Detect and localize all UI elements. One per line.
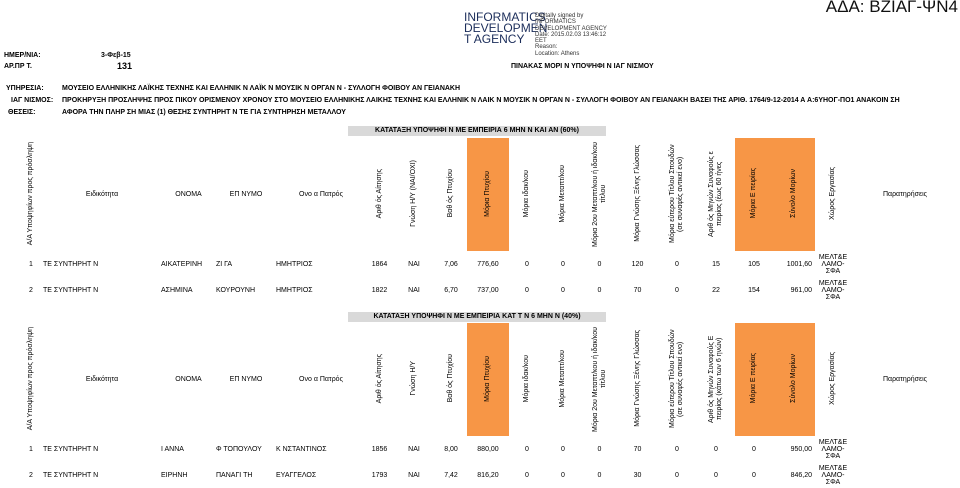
cell: 0: [597, 471, 602, 479]
signature-line: INFORMATICS: [535, 19, 576, 26]
cell: 0: [597, 445, 602, 453]
cell: 120: [631, 260, 644, 268]
table-row: [19, 436, 959, 462]
column-header: ΕΠ ΝΥΜΟ: [229, 191, 263, 198]
cell: 0: [675, 260, 679, 268]
cell: [851, 436, 959, 462]
cell: ΝΑΙ: [408, 445, 420, 453]
cell: ΕΙΡΗΝΗ: [161, 471, 188, 479]
cell: 0: [675, 445, 679, 453]
digital-signature: [535, 13, 607, 57]
cell: 8,00: [444, 445, 458, 453]
cell: 7,42: [444, 471, 458, 479]
cell: ΝΑΙ: [408, 286, 420, 294]
section-band: ΚΑΤΑΤΑΞΗ ΥΠΟΨΗΦΙ Ν ΜΕ ΕΜΠΕΙΡΙΑ 6 ΜΗΝ Ν ΚΑΙ ΑΝ (60%): [348, 126, 606, 136]
cell: 1856: [371, 445, 388, 453]
column-header: Μόρια Ε πειρίας: [735, 138, 773, 251]
cell: 0: [525, 286, 529, 294]
logo-line: INFORMATICS: [464, 10, 546, 24]
positions-label: ΘΕΣΕΙΣ:: [8, 109, 36, 116]
cell: ΗΜΗΤΡΙΟΣ: [276, 260, 313, 268]
service-value: ΜΟΥΣΕΙΟ ΕΛΛΗΝΙΚΗΣ ΛΑΪΚΗΣ ΤΕΧΝΗΣ ΚΑΙ ΕΛΛΗΝΙΚ Ν ΛΑΪΚ Ν ΜΟΥΣΙΚ Ν ΟΡΓΑΝ Ν - ΣΥΛΛΟΓΗ ΦΟΙΒΟΥ ΑΝ ΓΕΙΑΝΑΚΗ: [62, 85, 461, 92]
protocol-label: ΑΡ.ΠΡ Τ.: [4, 63, 32, 70]
column-header: Μόρια ιδακ/κου: [523, 169, 530, 218]
cell: 0: [714, 471, 718, 479]
cell: 0: [597, 260, 602, 268]
column-header: Α/Α Υποψηφίων προς πρόσληψη: [27, 326, 34, 431]
cell: 0: [675, 286, 679, 294]
cell: ΤΕ ΣΥΝΤΗΡΗΤ Ν: [43, 286, 99, 294]
ada-code: ΑΔΑ: ΒΖΙΑΓ-ΨΝ4: [825, 0, 958, 16]
cell: ΚΟΥΡΟΥΝΗ: [216, 286, 256, 294]
cell: 0: [597, 286, 602, 294]
cell: 15: [712, 260, 720, 268]
cell: 70: [633, 286, 642, 294]
cell: ΗΜΗΤΡΙΟΣ: [276, 286, 313, 294]
cell: 816,20: [477, 471, 499, 479]
table-row: [19, 462, 959, 488]
cell: 1: [29, 445, 33, 453]
column-header: Μόρια Μεταπτ/κου: [559, 349, 566, 408]
cell: 0: [525, 445, 529, 453]
column-header: Σύνολο Μορίων: [773, 323, 815, 436]
signature-line: DEVELOPMENT AGENCY: [535, 25, 607, 32]
column-header: Χώρος Εργασίας: [829, 352, 836, 405]
table-header-row: [19, 138, 959, 251]
candidates-table-over-6-months: [19, 138, 959, 303]
cell: 0: [561, 445, 565, 453]
column-header: Μόρια Πτυχίου: [467, 323, 509, 436]
logo-line: DEVELOPMEN: [464, 21, 548, 35]
table-title: ΠΙΝΑΚΑΣ ΜΟΡΙ Ν ΥΠΟΨΗΦΙ Ν ΙΑΓ ΝΙΣΜΟΥ: [511, 63, 654, 70]
cell: ΜΕΛΤ&Ε ΛΑΜΟ-ΣΦΑ: [818, 438, 848, 460]
table-row: [19, 277, 959, 303]
cell: ΕΥΑΓΓΕΛΟΣ: [276, 471, 317, 479]
cell: ΝΑΙ: [408, 471, 420, 479]
column-header: ΟΝΟΜΑ: [175, 376, 202, 383]
cell: 2: [29, 471, 33, 479]
column-header: Μόρια 2ου Μεταπτ/κου ή ιδακ/κου τίτλου: [591, 326, 607, 432]
column-header: Α/Α Υποψηφίων προς πρόσληψη: [27, 141, 34, 246]
column-header: Μόρια ιδακ/κου: [523, 354, 530, 403]
cell: 7,06: [444, 260, 458, 268]
table-row: [19, 251, 959, 277]
cell: 0: [561, 471, 565, 479]
signature-line: EET: [535, 38, 547, 45]
cell: 30: [633, 471, 642, 479]
date-label: ΗΜΕΡ/ΝΙΑ:: [4, 52, 41, 59]
column-header: Αριθ ός Αίτησης: [375, 168, 383, 219]
cell: 22: [712, 286, 720, 294]
cell: Ι ΑΝΝΑ: [161, 445, 184, 453]
column-header: Γνώση Η/Υ: [410, 361, 417, 396]
cell: 0: [525, 471, 529, 479]
cell: 1: [29, 260, 33, 268]
logo-line: T AGENCY: [464, 32, 525, 46]
positions-value: ΑΦΟΡΑ ΤΗΝ ΠΛΗΡ ΣΗ ΜΙΑΣ (1) ΘΕΣΗΣ ΣΥΝΤΗΡΗΤ Ν ΤΕ ΓΙΑ ΣΥΝΤΗΡΗΣΗ ΜΕΤΑΛΛΟΥ: [62, 109, 346, 116]
cell: 961,00: [790, 286, 812, 294]
cell: ΤΕ ΣΥΝΤΗΡΗΤ Ν: [43, 445, 99, 453]
cell: ΠΑΝΑΓΙ ΤΗ: [216, 471, 253, 479]
cell: [851, 251, 959, 277]
cell: 2: [29, 286, 33, 294]
table-header-row: [19, 323, 959, 436]
cell: ΜΕΛΤ&Ε ΛΑΜΟ-ΣΦΑ: [818, 464, 848, 486]
protocol-value: 131: [117, 61, 133, 71]
cell: [851, 462, 959, 488]
column-header: Βαθ ός Πτυχίου: [447, 354, 454, 403]
cell: 0: [752, 445, 756, 453]
column-header: Μόρια Γνώσης Ξένης Γλώσσας: [633, 330, 641, 427]
signature-line: Date: 2015.02.03 13:46:12: [535, 31, 607, 38]
cell: 880,00: [477, 445, 499, 453]
column-header: Σύνολο Μορίων: [773, 138, 815, 251]
date-value: 3-Φεβ-15: [101, 52, 131, 59]
cell: ΖΙ ΓΑ: [216, 260, 233, 268]
cell: ΤΕ ΣΥΝΤΗΡΗΤ Ν: [43, 471, 99, 479]
column-header: Ειδικότητα: [85, 191, 119, 198]
cell: 6,70: [444, 286, 458, 294]
column-header: Μόρια εύτερου Τίτλου Σπουδών (σε συναφές αντικεί ενο): [669, 329, 684, 428]
column-header: ΟΝΟΜΑ: [175, 191, 202, 198]
cell: Κ ΝΣΤΑΝΤΙΝΟΣ: [276, 445, 327, 453]
cell: 1822: [371, 286, 388, 294]
competition-label: ΙΑΓ ΝΙΣΜΟΣ:: [11, 97, 54, 104]
section-band: ΚΑΤΑΤΑΞΗ ΥΠΟΨΗΦΙ Ν ΜΕ ΕΜΠΕΙΡΙΑ ΚΑΤ Τ Ν 6 ΜΗΝ Ν (40%): [348, 312, 606, 322]
service-label: ΥΠΗΡΕΣΙΑ:: [6, 85, 44, 92]
cell: ΑΙΚΑΤΕΡΙΝΗ: [161, 260, 203, 268]
cell: 737,00: [477, 286, 499, 294]
cell: 776,60: [477, 260, 499, 268]
column-header: Αριθ ός Μηνών Συναφούς ε πειρίας (έως 60 ήνες: [708, 150, 723, 237]
column-header: ΕΠ ΝΥΜΟ: [229, 376, 263, 383]
cell: ΝΑΙ: [408, 260, 420, 268]
column-header: Μόρια Μεταπτ/κου: [559, 164, 566, 223]
candidates-table-under-6-months: [19, 323, 959, 488]
cell: 105: [748, 260, 760, 268]
column-header: Παρατηρήσεις: [882, 191, 928, 198]
cell: 1864: [371, 260, 388, 268]
column-header: Ονο α Πατρός: [299, 376, 343, 383]
cell: ΑΣΗΜΙΝΑ: [161, 286, 193, 294]
cell: 70: [633, 445, 642, 453]
cell: 0: [675, 471, 679, 479]
column-header: Βαθ ός Πτυχίου: [447, 169, 454, 218]
column-header: Χώρος Εργασίας: [829, 167, 836, 220]
cell: 1001,60: [786, 260, 812, 268]
column-header: Αριθ ός Μηνών Συναφούς Ε πειρίας (κάτω των 6 ηνών): [708, 334, 723, 423]
cell: 154: [748, 286, 760, 294]
cell: ΜΕΛΤ&Ε ΛΑΜΟ-ΣΦΑ: [818, 279, 848, 301]
column-header: Μόρια Ε πειρίας: [735, 323, 773, 436]
column-header: Αριθ ός Αίτησης: [375, 353, 383, 404]
cell: 950,00: [790, 445, 812, 453]
column-header: Γνώση Η/Υ (ΝΑΙ/ΟΧΙ): [410, 160, 417, 227]
column-header: Μόρια εύτερου Τίτλου Σπουδών (σε συναφές αντικεί ενο): [669, 144, 684, 243]
cell: [851, 277, 959, 303]
cell: 0: [525, 260, 529, 268]
signature-line: Location: Athens: [535, 50, 580, 57]
signature-line: Digitally signed by: [535, 13, 584, 19]
cell: 0: [561, 260, 565, 268]
column-header: Ειδικότητα: [85, 376, 119, 383]
cell: 846,20: [790, 471, 812, 479]
cell: 0: [561, 286, 565, 294]
cell: ΜΕΛΤ&Ε ΛΑΜΟ-ΣΦΑ: [818, 253, 848, 275]
column-header: Μόρια Πτυχίου: [467, 138, 509, 251]
cell: 1793: [371, 471, 388, 479]
competition-value: ΠΡΟΚΗΡΥΞΗ ΠΡΟΣΛΗΨΗΣ ΠΡΟΣ ΠΙΚΟΥ ΟΡΙΣΜΕΝΟΥ ΧΡΟΝΟΥ ΣΤΟ ΜΟΥΣΕΙΟ ΕΛΛΗΝΙΚΗΣ ΛΑΪΚΗΣ ΤΕΧΝΗΣ ΚΑΙ ΕΛΛΗΝΙΚ Ν ΛΑΪΚ Ν ΜΟΥΣΙΚ Ν ΟΡΓΑΝ Ν - ΣΥΛΛΟΓΗ ΦΟΙΒΟΥ ΑΝ ΓΕΙΑΝΑΚΗ ΒΑΣΕΙ ΤΗΣ ΑΡΙΘ. 1764/9-12-2014 Α Α:6ΥΗΟΓ-ΠΟ1 ΑΝΑΚΟΙΝ ΣΗ: [62, 97, 900, 104]
column-header: Ονο α Πατρός: [299, 191, 343, 198]
column-header: Μόρια Γνώσης Ξένης Γλώσσας: [633, 145, 641, 242]
cell: 0: [714, 445, 718, 453]
cell: Φ ΤΟΠΟΥΛΟΥ: [216, 445, 262, 453]
column-header: Παρατηρήσεις: [882, 376, 928, 383]
column-header: Μόρια 2ου Μεταπτ/κου ή ιδακ/κου τίτλου: [591, 141, 607, 247]
signature-line: Reason:: [535, 44, 558, 51]
cell: 0: [752, 471, 756, 479]
cell: ΤΕ ΣΥΝΤΗΡΗΤ Ν: [43, 260, 99, 268]
